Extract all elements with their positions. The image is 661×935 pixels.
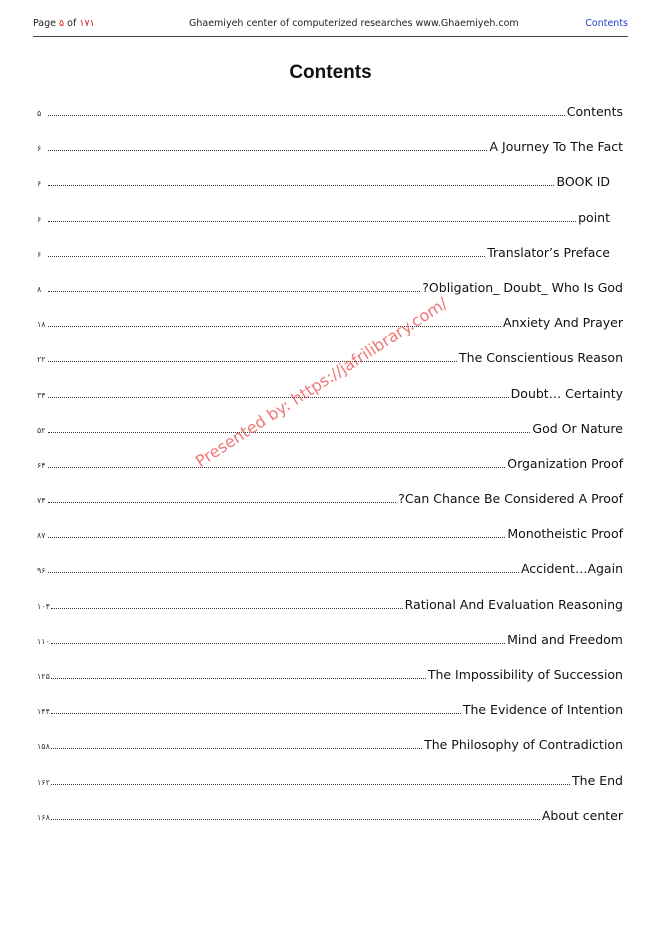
- toc-entry-label: God Or Nature: [532, 420, 623, 436]
- toc-entry[interactable]: [37, 173, 623, 208]
- toc-entry-label: The Impossibility of Succession: [427, 667, 623, 682]
- toc-entry-label: Mind and Freedom: [507, 631, 623, 647]
- toc-page-number: ۳۴: [37, 390, 46, 400]
- toc-leader-dots: [51, 736, 422, 749]
- page-prefix: Page: [33, 18, 56, 29]
- toc-entry[interactable]: [37, 701, 623, 736]
- toc-leader-dots: [51, 596, 403, 609]
- toc-leader-dots: [51, 631, 505, 644]
- toc-entry[interactable]: [37, 279, 623, 314]
- toc-entry[interactable]: [37, 244, 623, 279]
- contents-link[interactable]: Contents: [585, 18, 628, 29]
- toc-page-number: ۷۴: [37, 496, 46, 506]
- toc-leader-dots: [48, 385, 509, 398]
- page-of: of: [67, 18, 77, 29]
- toc-leader-dots: [48, 244, 485, 257]
- toc-page-number: ۹۶: [37, 566, 46, 576]
- toc-page-number: ۶: [37, 214, 42, 224]
- toc-leader-dots: [51, 701, 461, 714]
- toc-entry[interactable]: [37, 560, 623, 595]
- toc-entry[interactable]: [37, 420, 623, 455]
- table-of-contents: [37, 103, 623, 842]
- toc-entry-label: ?Can Chance Be Considered A Proof: [398, 491, 623, 507]
- toc-page-number: ۸: [37, 284, 42, 294]
- watermark: Presented by: https://jafrilibrary.com/: [192, 293, 451, 471]
- toc-entry-label: The Evidence of Intention: [462, 702, 623, 718]
- toc-entry-label: Organization Proof: [507, 455, 623, 471]
- toc-page-number: ۸۷: [37, 531, 46, 541]
- toc-entry[interactable]: [37, 138, 623, 173]
- toc-leader-dots: [48, 103, 565, 116]
- header-center-text: Ghaemiyeh center of computerized researches www.Ghaemiyeh.com: [189, 18, 519, 29]
- toc-entry[interactable]: [37, 666, 623, 701]
- toc-page-number: ۵: [37, 109, 42, 118]
- toc-leader-dots: [51, 666, 426, 679]
- toc-entry[interactable]: [37, 525, 623, 560]
- toc-entry[interactable]: [37, 596, 623, 631]
- toc-page-number: ۱۵۸: [37, 742, 50, 752]
- toc-entry[interactable]: [37, 490, 623, 525]
- toc-page-number: ۶: [37, 249, 42, 259]
- toc-leader-dots: [48, 349, 457, 362]
- toc-page-number: ۲۲: [37, 355, 46, 365]
- toc-leader-dots: [51, 807, 540, 820]
- toc-page-number: ۱۴۴: [37, 707, 50, 717]
- toc-entry-label: ?Obligation_ Doubt_ Who Is God: [422, 279, 623, 295]
- toc-page-number: ۱۱۰: [37, 636, 50, 646]
- toc-page-number: ۵۲: [37, 425, 46, 435]
- toc-entry[interactable]: [37, 807, 623, 842]
- toc-page-number: ۶۴: [37, 460, 46, 470]
- toc-page-number: ۱۰۴: [37, 601, 50, 611]
- toc-entry-label: Monotheistic Proof: [507, 526, 623, 542]
- page-indicator: [33, 18, 95, 29]
- toc-leader-dots: [51, 772, 570, 785]
- page-title: Contents: [289, 62, 372, 83]
- toc-leader-dots: [48, 138, 487, 151]
- toc-entry-label: Anxiety And Prayer: [502, 315, 623, 331]
- toc-entry-label: The Philosophy of Contradiction: [424, 737, 623, 753]
- toc-entry-label: Accident…Again: [520, 561, 623, 577]
- toc-leader-dots: [48, 490, 396, 503]
- toc-entry-label: Contents: [566, 104, 623, 119]
- toc-entry-label: Translator’s Preface: [487, 244, 610, 260]
- toc-leader-dots: [48, 279, 420, 292]
- toc-page-number: ۱۲۵: [37, 672, 50, 681]
- toc-entry[interactable]: [37, 103, 623, 138]
- toc-entry-label: Rational And Evaluation Reasoning: [404, 596, 623, 612]
- toc-leader-dots: [48, 420, 530, 433]
- toc-leader-dots: [48, 560, 519, 573]
- toc-page-number: ۶: [37, 179, 42, 189]
- toc-entry-label: A Journey To The Fact: [489, 139, 623, 155]
- current-page-number: ۵: [59, 18, 65, 29]
- toc-leader-dots: [48, 525, 505, 538]
- toc-entry-label: BOOK ID: [556, 174, 610, 190]
- toc-entry[interactable]: [37, 314, 623, 349]
- total-pages: ۱۷۱: [79, 18, 95, 29]
- toc-entry[interactable]: [37, 455, 623, 490]
- toc-entry-label: point: [578, 209, 610, 225]
- page-header: [33, 16, 628, 37]
- toc-page-number: ۶: [37, 144, 42, 154]
- toc-entry[interactable]: [37, 385, 623, 420]
- toc-leader-dots: [48, 455, 505, 468]
- toc-leader-dots: [48, 173, 554, 186]
- toc-entry[interactable]: [37, 209, 623, 244]
- toc-page-number: ۱۶۲: [37, 777, 50, 787]
- toc-entry-label: Doubt… Certainty: [510, 385, 623, 401]
- toc-entry-label: The Conscientious Reason: [459, 350, 623, 366]
- toc-page-number: ۱۸: [37, 320, 46, 330]
- toc-entry[interactable]: [37, 736, 623, 771]
- toc-entry-label: The End: [572, 772, 623, 788]
- toc-page-number: ۱۶۸: [37, 812, 50, 822]
- toc-leader-dots: [48, 209, 576, 222]
- toc-entry[interactable]: [37, 772, 623, 807]
- toc-entry[interactable]: [37, 631, 623, 666]
- toc-entry-label: About center: [541, 807, 623, 823]
